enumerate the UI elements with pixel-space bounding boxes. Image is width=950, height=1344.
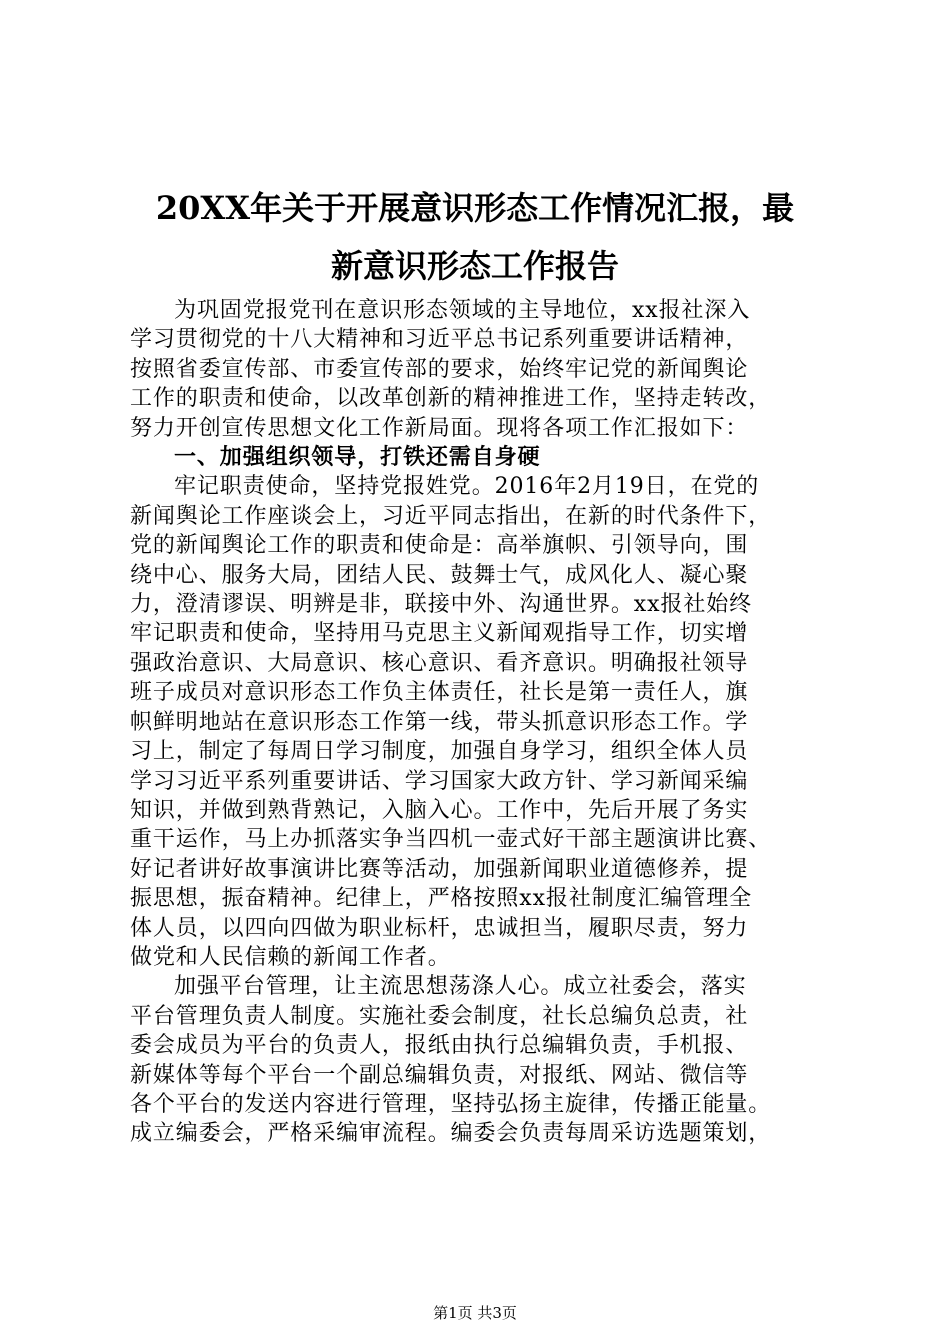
body-paragraph [130,472,830,972]
text-line: 知识，并做到熟背熟记，入脑入心。工作中，先后开展了务实 [130,797,749,823]
text-line: 习上，制定了每周日学习制度，加强自身学习，组织全体人员 [130,739,749,765]
text-line: 强政治意识、大局意识、核心意识、看齐意识。明确报社领导 [130,650,749,676]
document-body [130,296,830,1149]
text-line: 工作的职责和使命，以改革创新的精神推进工作，坚持走转改， [130,386,772,412]
text-line: 成立编委会，严格采编审流程。编委会负责每周采访选题策划， [130,1121,772,1147]
text-line: 牢记职责使命，坚持党报姓党。2016年2月19日，在党的 [174,474,760,500]
document-title-line-2: 新意识形态工作报告 [330,247,619,285]
section-heading [130,443,830,472]
text-line: 体人员，以四向四做为职业标杆，忠诚担当，履职尽责，努力 [130,915,749,941]
text-line: 努力开创宣传思想文化工作新局面。现将各项工作汇报如下： [130,415,749,441]
text-line: 委会成员为平台的负责人，报纸由执行总编辑负责，手机报、 [130,1033,749,1059]
text-line: 重干运作，马上办抓落实争当四机一壶式好干部主题演讲比赛、 [130,827,772,853]
text-line: 加强平台管理，让主流思想荡涤人心。成立社委会，落实 [174,974,747,1000]
text-line: 好记者讲好故事演讲比赛等活动，加强新闻职业道德修养，提 [130,856,749,882]
text-line: 新闻舆论工作座谈会上，习近平同志指出，在新的时代条件下， [130,503,772,529]
text-line: 学习习近平系列重要讲话、学习国家大政方针、学习新闻采编 [130,768,749,794]
body-paragraph [130,972,830,1148]
text-line: 一、加强组织领导，打铁还需自身硬 [174,444,541,471]
text-line: 平台管理负责人制度。实施社委会制度，社长总编负总责，社 [130,1003,749,1029]
text-line: 绕中心、服务大局，团结人民、鼓舞士气，成风化人、凝心聚 [130,562,749,588]
text-line: 帜鲜明地站在意识形态工作第一线，带头抓意识形态工作。学 [130,709,749,735]
text-line: 为巩固党报党刊在意识形态领域的主导地位，xx报社深入 [174,298,751,323]
text-line: 振思想，振奋精神。纪律上，严格按照xx报社制度汇编管理全 [130,886,753,912]
text-line: 学习贯彻党的十八大精神和习近平总书记系列重要讲话精神， [130,327,749,353]
document-title-line-1: 20XX年关于开展意识形态工作情况汇报，最 [155,189,795,227]
text-line: 新媒体等每个平台一个副总编辑负责，对报纸、网站、微信等 [130,1062,749,1088]
text-line: 牢记职责和使命，坚持用马克思主义新闻观指导工作，切实增 [130,621,749,647]
body-paragraph [130,296,830,443]
text-line: 班子成员对意识形态工作负主体责任，社长是第一责任人，旗 [130,680,749,706]
page-number-footer: 第1页 共3页 [433,1304,517,1322]
text-line: 按照省委宣传部、市委宣传部的要求，始终牢记党的新闻舆论 [130,356,749,382]
text-line: 各个平台的发送内容进行管理，坚持弘扬主旋律，传播正能量。 [130,1091,772,1117]
text-line: 党的新闻舆论工作的职责和使命是：高举旗帜、引领导向，围 [130,533,749,559]
text-line: 做党和人民信赖的新闻工作者。 [130,944,451,970]
text-line: 力，澄清谬误、明辨是非，联接中外、沟通世界。xx报社始终 [130,592,753,618]
